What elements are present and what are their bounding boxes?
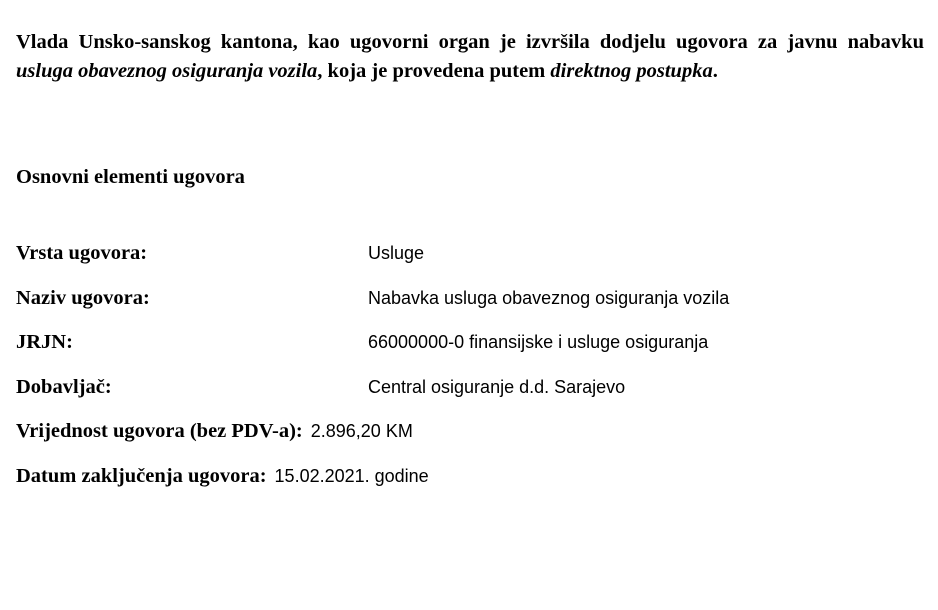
detail-value-datum-zakljucenja: 15.02.2021. godine [274,465,429,486]
detail-row [16,465,916,489]
detail-label-dobavljac: Dobavljač: [16,375,112,398]
intro-paragraph [16,28,924,86]
detail-label-vrijednost-ugovora: Vrijednost ugovora (bez PDV-a): [16,420,303,443]
section-title: Osnovni elementi ugovora [16,166,245,188]
detail-value-vrijednost-ugovora: 2.896,20 KM [310,421,413,442]
detail-label-jrjn: JRJN: [16,331,73,354]
intro-text-part1: Vlada Unsko-sanskog kantona, kao ugovorni organ je izvršila dodjelu ugovora za javnu nabavku [16,31,924,53]
intro-text-part3: . [712,60,718,83]
intro-text-italic2: direktnog postupka [550,60,713,83]
detail-row [16,331,916,355]
detail-row [16,242,916,266]
contract-details-list [16,242,916,509]
detail-row [16,287,916,311]
detail-label-vrsta-ugovora: Vrsta ugovora: [16,242,148,264]
intro-text-part2: , koja je provedena putem [317,60,551,83]
detail-value-naziv-ugovora: Nabavka usluga obaveznog osiguranja vozila [368,287,730,308]
detail-value-jrjn: 66000000-0 finansijske i usluge osiguranja [368,332,709,353]
intro-text-italic1: usluga obaveznog osiguranja vozila [16,60,318,83]
detail-value-vrsta-ugovora: Usluge [368,243,425,263]
detail-label-datum-zakljucenja: Datum zaključenja ugovora: [16,464,267,487]
detail-value-dobavljac: Central osiguranje d.d. Sarajevo [368,376,626,397]
detail-row [16,420,916,444]
detail-row [16,376,916,400]
detail-label-naziv-ugovora: Naziv ugovora: [16,286,150,309]
